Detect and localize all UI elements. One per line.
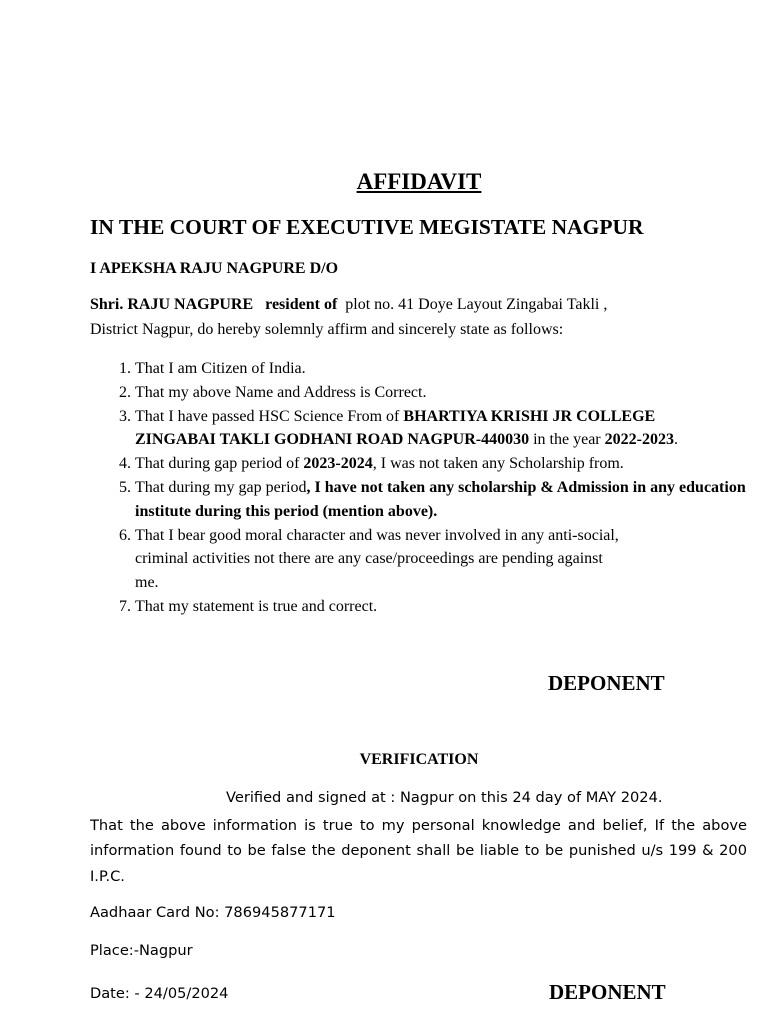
place-line: Place:-Nagpur bbox=[90, 942, 193, 959]
statement-item bbox=[135, 405, 768, 453]
parent-address-line bbox=[90, 296, 607, 314]
statement-item bbox=[135, 524, 768, 595]
deponent-signature-label-bottom: DEPONENT bbox=[549, 980, 666, 1004]
deponent-signature-label: DEPONENT bbox=[548, 671, 665, 695]
statement-item bbox=[135, 476, 768, 524]
gap-period: 2023-2024 bbox=[303, 455, 373, 473]
statement-text: . bbox=[673, 431, 678, 449]
statement-text: That I am Citizen of India. bbox=[135, 360, 306, 377]
date-line: Date: - 24/05/2024 bbox=[90, 985, 229, 1002]
statement-list bbox=[90, 357, 768, 619]
resident-of-label: resident of bbox=[265, 296, 338, 313]
statement-text: That my above Name and Address is Correct. bbox=[135, 383, 427, 401]
statement-text: criminal activities not there are any case/proceedings are pending against bbox=[135, 550, 603, 568]
college-address: ZINGABAI TAKLI GODHANI ROAD NAGPUR-440030 bbox=[135, 431, 530, 449]
statement-text: That my statement is true and correct. bbox=[135, 597, 378, 615]
statement-text: me. bbox=[135, 574, 159, 592]
college-name: BHARTIYA KRISHI JR COLLEGE bbox=[403, 407, 656, 425]
parent-name: Shri. RAJU NAGPURE bbox=[90, 296, 254, 313]
document-title: AFFIDAVIT bbox=[356, 169, 482, 194]
affirmation-line: District Nagpur, do hereby solemnly affirm and sincerely state as follows: bbox=[90, 321, 564, 338]
statement-text: That I bear good moral character and was never involved in any anti-social, bbox=[135, 526, 619, 544]
deponent-name-line: I APEKSHA RAJU NAGPURE D/O bbox=[90, 260, 339, 277]
statement-bold-text: , I have not taken any scholarship & Admission in any education institute during this period (mention above). bbox=[135, 478, 746, 520]
verified-line: Verified and signed at : Nagpur on this 24 day of MAY 2024. bbox=[226, 789, 663, 806]
statement-text: That during my gap period bbox=[135, 478, 307, 496]
aadhaar-number: Aadhaar Card No: 786945877171 bbox=[90, 904, 336, 921]
statement-text: That during gap period of bbox=[135, 455, 304, 473]
statement-text: in the year bbox=[529, 431, 605, 449]
statement-item bbox=[135, 357, 768, 381]
address-text: plot no. 41 Doye Layout Zingabai Takli , bbox=[345, 296, 608, 313]
verification-heading: VERIFICATION bbox=[359, 751, 479, 768]
passing-year: 2022-2023 bbox=[604, 431, 674, 449]
verification-statement: That the above information is true to my personal knowledge and belief, If the above information found to be false the deponent shall be liable to be punished u/s 199 & 200 I.P.C. bbox=[90, 817, 747, 885]
statement-text: That I have passed HSC Science From of bbox=[135, 407, 404, 425]
statement-text: , I was not taken any Scholarship from. bbox=[372, 455, 624, 473]
court-heading: IN THE COURT OF EXECUTIVE MEGISTATE NAGPUR bbox=[90, 215, 644, 239]
statement-item bbox=[135, 381, 768, 405]
statement-item bbox=[135, 452, 768, 476]
statement-item bbox=[135, 595, 768, 619]
